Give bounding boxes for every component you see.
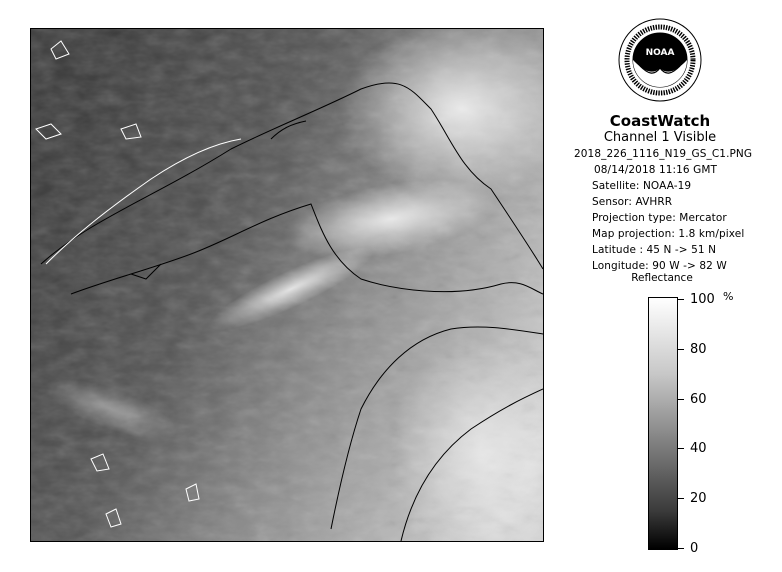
channel-subtitle: Channel 1 Visible (603, 130, 717, 145)
logo-text: NOAA (645, 48, 675, 58)
colorbar-tick (678, 548, 684, 549)
colorbar-tick-label: 100 (690, 292, 715, 307)
satellite-image (31, 29, 543, 541)
sensor-label: Sensor: AVHRR (592, 196, 673, 208)
colorbar-tick-label: 60 (690, 391, 707, 407)
filename-label: 2018_226_1116_N19_GS_C1.PNG (574, 148, 753, 160)
projection-label: Projection type: Mercator (592, 212, 727, 224)
noaa-logo (618, 18, 702, 102)
legend-unit: % (723, 290, 734, 303)
map-projection-label: Map projection: 1.8 km/pixel (592, 228, 745, 240)
colorbar-tick (678, 349, 684, 350)
colorbar-tick (678, 498, 684, 499)
colorbar-tick-label: 40 (690, 441, 707, 457)
colorbar-tick (678, 448, 684, 449)
colorbar-tick-label: 80 (690, 341, 707, 357)
colorbar-tick (678, 299, 684, 300)
colorbar-tick (678, 399, 684, 400)
satellite-map (30, 28, 544, 542)
longitude-label: Longitude: 90 W -> 82 W (592, 260, 727, 272)
reflectance-colorbar (648, 297, 678, 550)
legend-title: Reflectance (631, 272, 693, 284)
colorbar-tick-label: 0 (690, 541, 699, 556)
product-title: CoastWatch (609, 112, 711, 130)
satellite-label: Satellite: NOAA-19 (592, 180, 692, 192)
latitude-label: Latitude : 45 N -> 51 N (592, 244, 717, 256)
datetime-label: 08/14/2018 11:16 GMT (594, 164, 718, 176)
colorbar-tick-label: 20 (690, 491, 707, 507)
